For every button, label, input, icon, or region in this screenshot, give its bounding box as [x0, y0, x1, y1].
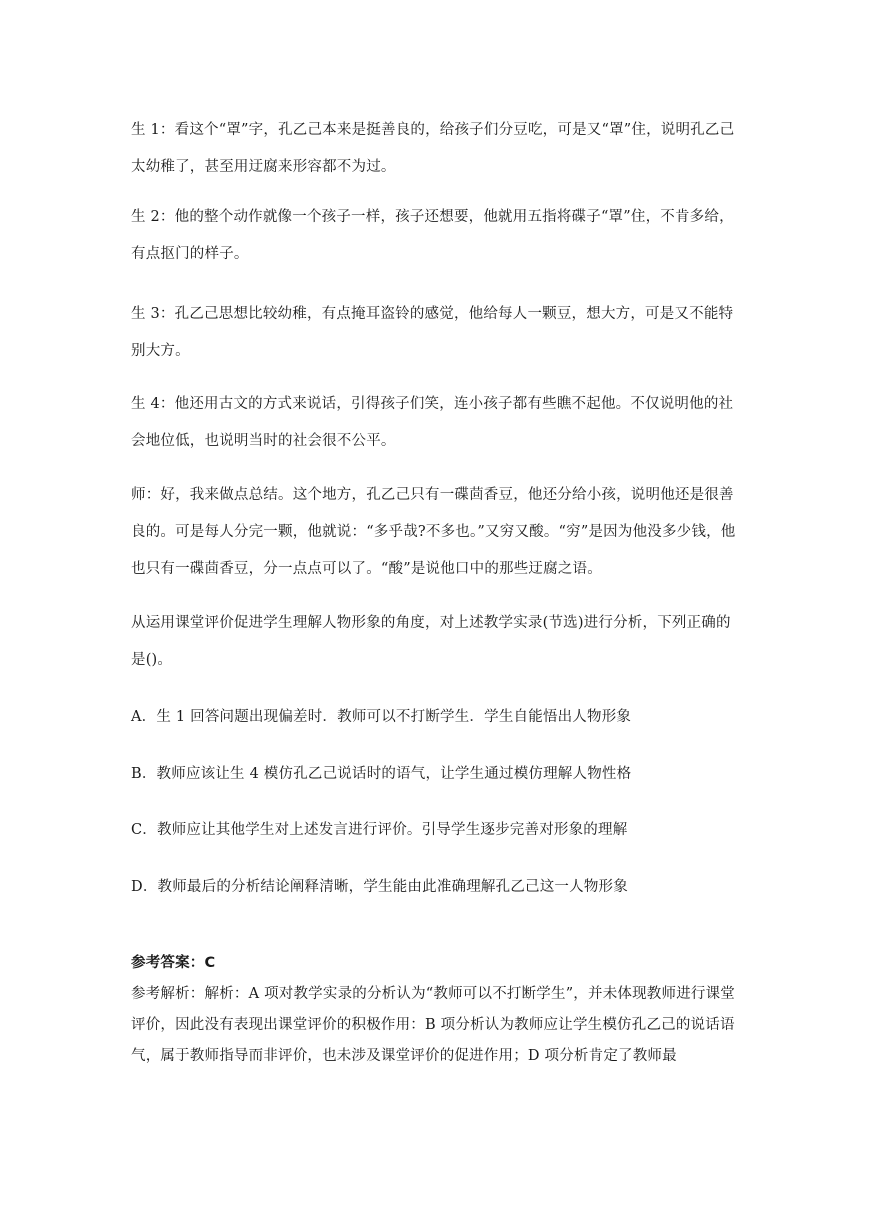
option-a: A．生 1 回答问题出现偏差时．教师可以不打断学生．学生自能悟出人物形象 [131, 709, 632, 725]
speaker-label: 生 1： [131, 122, 175, 138]
dialogue-text: 孔乙己思想比较幼稚，有点掩耳盗铃的感觉，他给每人一颗豆，想大方，可是又不能特别大方。 [131, 306, 734, 359]
speaker-label: 生 4： [131, 396, 175, 412]
speaker-label: 师： [131, 487, 161, 503]
analysis-text: 解析：A 项对教学实录的分析认为“教师可以不打断学生”，并未体现教师进行课堂评价，因此没有表现出课堂评价的积极作用：B 项分析认为教师应让学生模仿孔乙己的说话语气，属于教师指导而非评价，也未涉及课堂评价的促进作用；D 项分析肯定了教师最 [131, 986, 736, 1064]
option-d: D．教师最后的分析结论阐释清晰，学生能由此准确理解孔乙己这一人物形象 [131, 879, 628, 895]
speaker-label: 生 2： [131, 209, 175, 225]
dialogue-student-3 [131, 296, 741, 370]
answer-label: 参考答案：C [131, 955, 216, 971]
dialogue-text: 他还用古文的方式来说话，引得孩子们笑，连小孩子都有些瞧不起他。不仅说明他的社会地位低，也说明当时的社会很不公平。 [131, 396, 734, 449]
analysis-label: 参考解析： [131, 986, 205, 1002]
dialogue-student-1 [131, 112, 741, 186]
question-stem: 从运用课堂评价促进学生理解人物形象的角度，对上述教学实录(节选)进行分析，下列正确的是()。 [131, 615, 731, 668]
option-b: B．教师应该让生 4 模仿孔乙己说话时的语气，让学生通过模仿理解人物性格 [131, 766, 632, 782]
dialogue-text: 他的整个动作就像一个孩子一样，孩子还想要，他就用五指将碟子“罩”住，不肯多给，有点抠门的样子。 [131, 209, 734, 262]
dialogue-student-2 [131, 199, 741, 273]
dialogue-text: 好，我来做点总结。这个地方，孔乙己只有一碟茴香豆，他还分给小孩，说明他还是很善良的。可是每人分完一颗，他就说：“多乎哉?不多也。”又穷又酸。“穷”是因为他没多少钱，他也只有一碟茴香豆，分一点点可以了。“酸”是说他口中的那些迂腐之语。 [131, 487, 736, 577]
dialogue-student-4 [131, 386, 741, 460]
speaker-label: 生 3： [131, 306, 175, 322]
dialogue-text: 看这个“罩”字，孔乙己本来是挺善良的，给孩子们分豆吃，可是又“罩”住，说明孔乙己太幼稚了，甚至用迂腐来形容都不为过。 [131, 122, 735, 175]
option-c: C．教师应让其他学生对上述发言进行评价。引导学生逐步完善对形象的理解 [131, 822, 628, 838]
analysis-paragraph [131, 979, 741, 1072]
dialogue-teacher [131, 477, 741, 588]
